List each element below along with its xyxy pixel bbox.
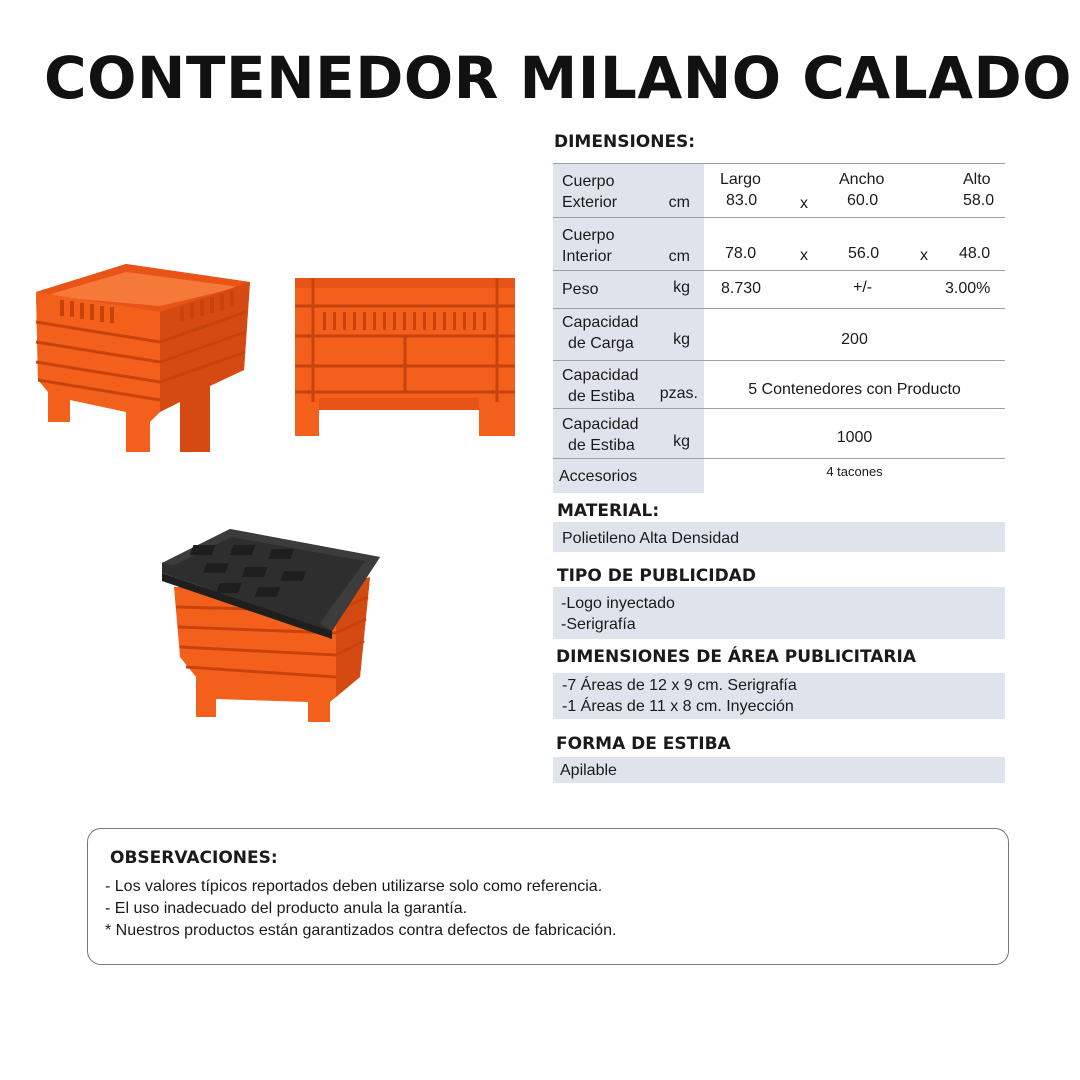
observaciones-heading: OBSERVACIONES: [110,848,278,868]
publicidad-line: -Logo inyectado [561,595,675,612]
publicidad-line: -Serigrafía [561,616,636,633]
dimensions-table [553,163,1005,493]
table-row [553,163,1005,217]
value-alto: 48.0 [959,245,991,262]
value-estiba-kg: 1000 [836,429,873,446]
table-row [553,360,1005,408]
row-label: Interior [562,248,612,265]
times-sign: x [920,247,928,264]
area-heading: DIMENSIONES DE ÁREA PUBLICITARIA [556,647,916,667]
times-sign: x [800,247,808,264]
row-unit: cm [668,194,690,211]
crate-front-photo [293,276,518,438]
row-label: de Estiba [568,388,635,405]
observacion-line: - Los valores típicos reportados deben utilizarse solo como referencia. [105,878,603,895]
page-title: CONTENEDOR MILANO CALADO [44,44,1072,112]
times-sign: x [800,195,808,212]
value-tolerance: 3.00% [945,280,991,297]
estiba-text: Apilable [560,762,617,779]
material-value [553,522,1005,552]
table-row [553,458,1005,493]
crate-with-lid-photo [160,527,385,727]
table-row [553,408,1005,458]
publicidad-value [553,587,1005,639]
row-label: Capacidad [562,314,639,331]
row-unit: pzas. [659,385,698,402]
col-largo: Largo [720,171,761,188]
row-label: de Carga [568,335,634,352]
area-line: -7 Áreas de 12 x 9 cm. Serigrafía [562,677,797,694]
row-unit: kg [673,331,690,348]
estiba-value [553,757,1005,783]
row-label: de Estiba [568,437,635,454]
value-estiba-pzas: 5 Contenedores con Producto [748,381,961,398]
plus-minus: +/- [853,279,873,296]
dimensions-heading: DIMENSIONES: [554,132,696,152]
area-value [553,673,1005,719]
estiba-heading: FORMA DE ESTIBA [556,734,731,754]
value-largo: 78.0 [725,245,757,262]
value-largo: 83.0 [726,192,758,209]
material-heading: MATERIAL: [557,501,660,521]
row-unit: cm [668,248,690,265]
table-row [553,270,1005,308]
value-peso: 8.730 [721,280,762,297]
observacion-line: * Nuestros productos están garantizados contra defectos de fabricación. [105,922,617,939]
observacion-line: - El uso inadecuado del producto anula la garantía. [105,900,468,917]
row-label: Capacidad [562,416,639,433]
value-accesorios: 4 tacones [826,464,883,479]
value-ancho: 60.0 [847,192,879,209]
value-carga: 200 [841,331,868,348]
row-label: Capacidad [562,367,639,384]
col-ancho: Ancho [839,171,885,188]
row-label: Cuerpo [562,173,615,190]
publicidad-heading: TIPO DE PUBLICIDAD [557,566,756,586]
row-label: Peso [562,281,599,298]
area-line: -1 Áreas de 11 x 8 cm. Inyección [562,698,794,715]
col-alto: Alto [963,171,991,188]
value-ancho: 56.0 [848,245,880,262]
row-label: Cuerpo [562,227,615,244]
row-unit: kg [673,433,690,450]
row-unit: kg [673,279,690,296]
value-alto: 58.0 [963,192,995,209]
material-text: Polietileno Alta Densidad [562,530,740,547]
observaciones-box [87,828,1009,965]
row-label: Exterior [562,194,618,211]
table-row [553,308,1005,360]
table-row [553,217,1005,270]
row-label: Accesorios [559,468,638,485]
crate-perspective-photo [30,262,255,458]
